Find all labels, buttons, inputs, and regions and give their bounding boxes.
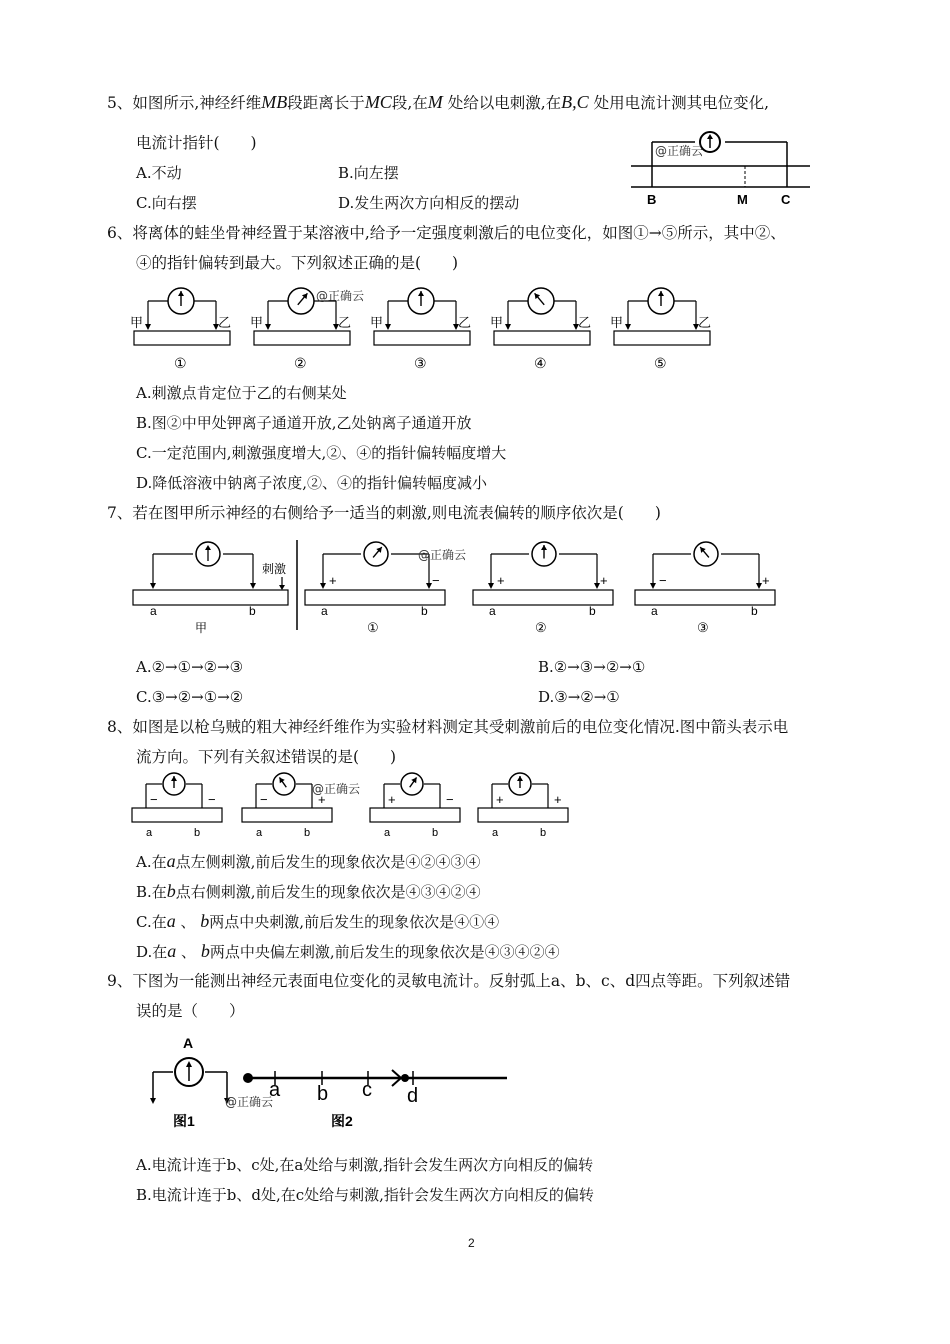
svg-text:@正确云: @正确云 — [418, 548, 467, 562]
q9-fig2-label: 图2 — [331, 1113, 353, 1129]
q5-stem-line1: 5、如图所示,神经纤维MB段距离长于MC段,在M 处给以电刺激,在B,C 处用电流计测其电位变化, — [107, 92, 770, 112]
svg-text:@正确云: @正确云 — [312, 782, 361, 796]
q8-stem-line2: 流方向。下列有关叙述错误的是( ) — [136, 748, 397, 766]
svg-text:甲: 甲 — [250, 315, 264, 330]
q6-fig-number: ② — [294, 355, 307, 371]
svg-text:甲: 甲 — [610, 315, 624, 330]
q5-option-a: A.不动 — [136, 164, 182, 182]
svg-text:+: + — [600, 573, 608, 588]
q9-fig1-label: 图1 — [173, 1113, 195, 1129]
svg-text:+: + — [762, 573, 770, 588]
svg-text:+: + — [329, 573, 337, 588]
svg-text:b: b — [194, 827, 201, 839]
svg-text:+: + — [497, 573, 505, 588]
q6-figure-3 — [370, 288, 471, 371]
q9-point-b: b — [317, 1083, 329, 1105]
q6-fig-number: ⑤ — [654, 355, 667, 371]
q6-stem-line2: ④的指针偏转到最大。下列叙述正确的是( ) — [136, 254, 459, 272]
svg-text:甲: 甲 — [195, 621, 208, 635]
svg-text:乙: 乙 — [698, 315, 712, 330]
q5-stem-line2: 电流计指针( ) — [136, 134, 257, 152]
q6-figure-4 — [490, 288, 591, 371]
svg-text:−: − — [260, 792, 268, 807]
q5-option-c: C.向右摆 — [136, 194, 197, 212]
svg-text:乙: 乙 — [218, 315, 232, 330]
svg-text:a: a — [321, 604, 328, 618]
q5-label-b: B — [647, 192, 657, 207]
q9-stem-line2: 误的是（ ） — [136, 1002, 245, 1020]
q9-meter-label: A — [183, 1035, 194, 1051]
q6-option-c: C.一定范围内,刺激强度增大,②、④的指针偏转幅度增大 — [136, 444, 507, 462]
q7-option-b: B.②→③→②→① — [538, 658, 646, 676]
q5-label-c: C — [781, 192, 791, 207]
q7-stem-line1: 7、若在图甲所示神经的右侧给予一适当的刺激,则电流表偏转的顺序依次是( ) — [107, 504, 661, 522]
q9-point-d: d — [407, 1085, 419, 1107]
q5-option-b: B.向左摆 — [338, 164, 399, 182]
q7-fig-number: ① — [367, 620, 379, 635]
svg-text:+: + — [554, 792, 562, 807]
q7-fig-number: ② — [535, 620, 547, 635]
svg-text:b: b — [540, 827, 547, 839]
q8-figures — [130, 770, 600, 840]
svg-text:@正确云: @正确云 — [225, 1095, 274, 1109]
q5-nerve-figure — [625, 130, 815, 210]
svg-text:a: a — [146, 827, 153, 839]
svg-text:−: − — [150, 792, 158, 807]
q8-option-d: D.在a 、 b两点中央偏左刺激,前后发生的现象依次是④③④②④ — [136, 941, 560, 961]
q6-option-a: A.刺激点肯定位于乙的右侧某处 — [136, 384, 347, 402]
q8-option-b: B.在b点右侧刺激,前后发生的现象依次是④③④②④ — [136, 881, 481, 901]
svg-text:b: b — [589, 604, 596, 618]
q9-option-a: A.电流计连于b、c处,在a处给与刺激,指针会发生两次方向相反的偏转 — [136, 1156, 594, 1174]
q7-figures — [125, 535, 795, 640]
q7-fig-jia — [133, 542, 288, 635]
q9-point-a: a — [269, 1079, 281, 1101]
svg-text:−: − — [432, 573, 440, 588]
page-number: 2 — [468, 1236, 475, 1250]
q6-watermark: @正确云 — [316, 289, 365, 303]
svg-text:+: + — [318, 792, 326, 807]
q7-figure-3 — [635, 542, 775, 635]
q6-fig-number: ③ — [414, 355, 427, 371]
q9-stem-line1: 9、下图为一能测出神经元表面电位变化的灵敏电流计。反射弧上a、b、c、d四点等距。下列叙述错 — [107, 972, 791, 990]
svg-text:b: b — [249, 604, 256, 618]
svg-text:乙: 乙 — [458, 315, 472, 330]
svg-text:a: a — [492, 827, 499, 839]
svg-text:a: a — [489, 604, 496, 618]
q7-fig-number: ③ — [697, 620, 709, 635]
svg-text:+: + — [388, 792, 396, 807]
svg-text:a: a — [384, 827, 391, 839]
q6-figure-1 — [130, 288, 231, 371]
q8-stem-line1: 8、如图是以枪乌贼的粗大神经纤维作为实验材料测定其受刺激前后的电位变化情况.图中箭头表示电 — [107, 718, 789, 736]
svg-text:甲: 甲 — [130, 315, 144, 330]
q9-point-c: c — [362, 1079, 372, 1101]
q5-option-d: D.发生两次方向相反的摆动 — [338, 194, 520, 212]
q6-fig-number: ④ — [534, 355, 547, 371]
q6-figures — [130, 283, 710, 373]
q6-fig-number: ① — [174, 355, 187, 371]
svg-text:甲: 甲 — [370, 315, 384, 330]
svg-text:−: − — [446, 792, 454, 807]
q9-figures — [145, 1030, 515, 1135]
svg-text:乙: 乙 — [578, 315, 592, 330]
q6-figure-5 — [610, 288, 711, 371]
svg-text:+: + — [496, 792, 504, 807]
q5-label-m: M — [737, 192, 748, 207]
q9-option-b: B.电流计连于b、d处,在c处给与刺激,指针会发生两次方向相反的偏转 — [136, 1186, 594, 1204]
q6-option-b: B.图②中甲处钾离子通道开放,乙处钠离子通道开放 — [136, 414, 472, 432]
q7-option-d: D.③→②→① — [538, 688, 620, 706]
svg-text:a: a — [150, 604, 157, 618]
q8-figure-3 — [370, 773, 460, 839]
q6-stem-line1: 6、将离体的蛙坐骨神经置于某溶液中,给予一定强度刺激后的电位变化，如图①→⑤所示，其中②、 — [107, 224, 786, 242]
q6-option-d: D.降低溶液中钠离子浓度,②、④的指针偏转幅度减小 — [136, 474, 488, 492]
q7-option-a: A.②→①→②→③ — [136, 658, 244, 676]
svg-text:−: − — [208, 792, 216, 807]
svg-text:乙: 乙 — [338, 315, 352, 330]
svg-text:−: − — [659, 573, 667, 588]
q8-option-c: C.在a 、 b两点中央刺激,前后发生的现象依次是④①④ — [136, 911, 500, 931]
svg-text:b: b — [304, 827, 311, 839]
q7-option-c: C.③→②→①→② — [136, 688, 244, 706]
q5-watermark: @正确云 — [655, 144, 704, 158]
svg-text:a: a — [651, 604, 658, 618]
svg-text:甲: 甲 — [490, 315, 504, 330]
q8-figure-4 — [478, 773, 568, 839]
q7-figure-2 — [473, 542, 613, 635]
svg-text:b: b — [432, 827, 439, 839]
svg-text:b: b — [751, 604, 758, 618]
q8-figure-1 — [132, 773, 222, 839]
svg-text:b: b — [421, 604, 428, 618]
q7-stim-label: 刺激 — [262, 562, 287, 576]
q8-option-a: A.在a点左侧刺激,前后发生的现象依次是④②④③④ — [136, 851, 481, 871]
svg-text:a: a — [256, 827, 263, 839]
